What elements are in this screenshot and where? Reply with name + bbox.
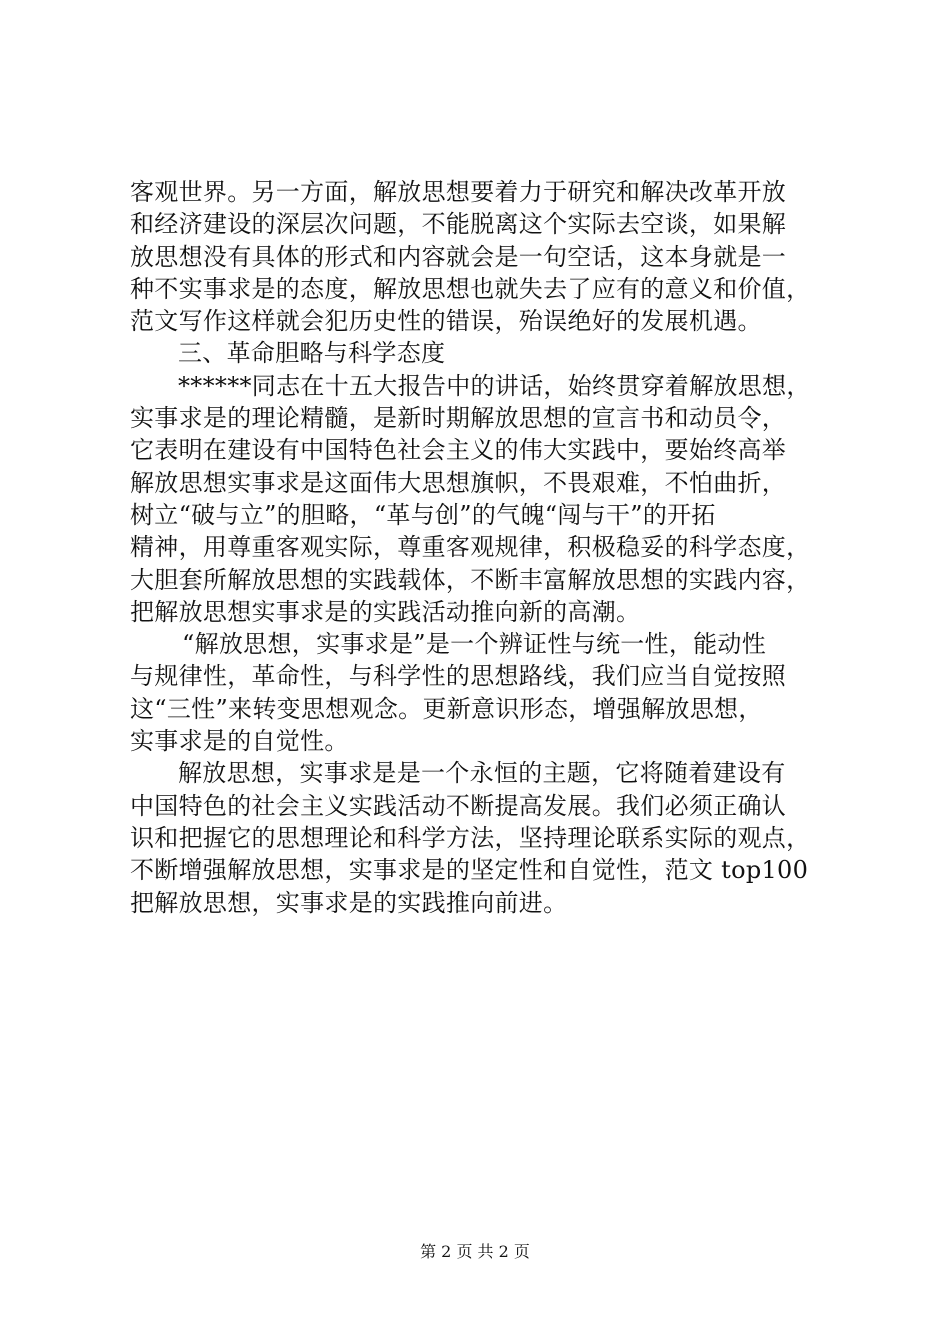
text-line: 这“三性”来转变思想观念。更新意识形态，增强解放思想， xyxy=(130,694,763,723)
text-line: 解放思想，实事求是是一个永恒的主题，它将随着建设有 xyxy=(178,759,786,788)
text-line: 识和把握它的思想理论和科学方法，坚持理论联系实际的观点， xyxy=(130,823,811,852)
text-line: 它表明在建设有中国特色社会主义的伟大实践中，要始终高举 xyxy=(130,436,787,465)
text-line: 把解放思想，实事求是的实践推向前进。 xyxy=(130,888,568,917)
text-line: 中国特色的社会主义实践活动不断提高发展。我们必须正确认 xyxy=(130,791,787,820)
text-line: 不断增强解放思想，实事求是的坚定性和自觉性，范文 top100 xyxy=(130,856,809,885)
text-line: 客观世界。另一方面，解放思想要着力于研究和解决改革开放 xyxy=(130,178,787,206)
page-number: 第 2 页 共 2 页 xyxy=(420,1242,530,1261)
text-line: 精神，用尊重客观实际，尊重客观规律，积极稳妥的科学态度， xyxy=(130,533,811,562)
text-line: 与规律性，革命性，与科学性的思想路线，我们应当自觉按照 xyxy=(130,662,787,691)
text-line: 大胆套所解放思想的实践载体，不断丰富解放思想的实践内容， xyxy=(130,565,811,594)
text-line: 解放思想实事求是这面伟大思想旗帜，不畏艰难，不怕曲折， xyxy=(130,468,787,497)
text-line: “解放思想，实事求是”是一个辨证性与统一性，能动性 xyxy=(182,630,767,659)
section-heading: 三、革命胆略与科学态度 xyxy=(178,339,446,368)
text-line: 实事求是的自觉性。 xyxy=(130,727,349,756)
text-line: 范文写作这样就会犯历史性的错误，殆误绝好的发展机遇。 xyxy=(130,307,762,336)
text-line: 种不实事求是的态度，解放思想也就失去了应有的意义和价值， xyxy=(130,274,811,303)
text-line: 放思想没有具体的形式和内容就会是一句空话，这本身就是一 xyxy=(130,242,787,271)
text-line: 把解放思想实事求是的实践活动推向新的高潮。 xyxy=(130,597,641,626)
text-line: 树立“破与立”的胆略，“革与创”的气魄“闯与干”的开拓 xyxy=(130,500,716,529)
text-line: 实事求是的理论精髓，是新时期解放思想的宣言书和动员令， xyxy=(130,404,787,433)
text-line: ******同志在十五大报告中的讲话，始终贯穿着解放思想， xyxy=(178,371,811,400)
text-line: 和经济建设的深层次问题，不能脱离这个实际去空谈，如果解 xyxy=(130,210,787,239)
body-text xyxy=(130,176,830,919)
page-footer xyxy=(0,1242,950,1262)
